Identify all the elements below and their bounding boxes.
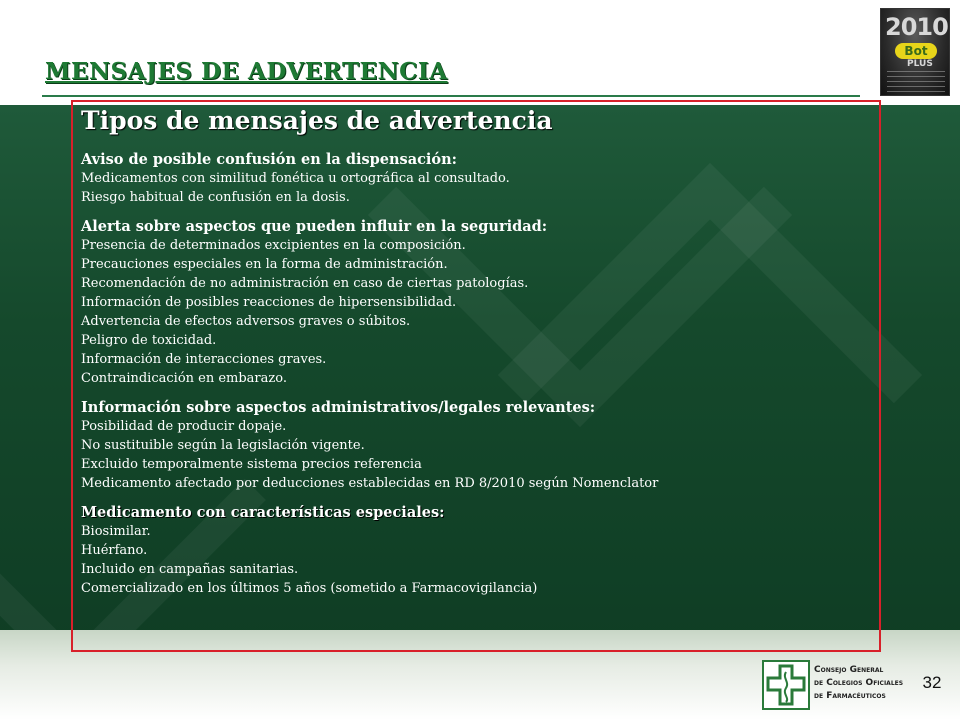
- bot-plus-2010-logo: [880, 8, 950, 96]
- logo-stripes: [887, 71, 945, 93]
- list-item: Posibilidad de producir dopaje.: [81, 419, 287, 434]
- list-item: Comercializado en los últimos 5 años (sometido a Farmacovigilancia): [81, 581, 538, 596]
- section-title: Medicamento con características especiales:: [81, 504, 445, 521]
- list-item: Presencia de determinados excipientes en la composición.: [81, 238, 466, 253]
- slide-heading: MENSAJES DE ADVERTENCIA: [45, 58, 448, 85]
- list-item: Riesgo habitual de confusión en la dosis.: [81, 190, 350, 205]
- list-item: Huérfano.: [81, 543, 148, 558]
- slide-content: [81, 106, 871, 598]
- section-confusion: [81, 150, 871, 207]
- section-administrative: [81, 398, 871, 493]
- footer-logo-line: Consejo General: [814, 665, 884, 675]
- list-item: Precauciones especiales en la forma de administración.: [81, 257, 448, 272]
- section-title: Aviso de posible confusión en la dispensación:: [81, 151, 457, 168]
- list-item: Biosimilar.: [81, 524, 151, 539]
- list-item: Contraindicación en embarazo.: [81, 371, 287, 386]
- list-item: No sustituible según la legislación vigente.: [81, 438, 365, 453]
- logo-year: 2010: [885, 13, 948, 41]
- list-item: Medicamento afectado por deducciones establecidas en RD 8/2010 según Nomenclator: [81, 476, 659, 491]
- slide-title: Tipos de mensajes de advertencia: [81, 106, 553, 135]
- pharmacy-cross-icon: [762, 660, 810, 710]
- footer-logo-text: [814, 664, 903, 703]
- logo-plus: PLUS: [907, 59, 933, 69]
- list-item: Información de posibles reacciones de hipersensibilidad.: [81, 295, 457, 310]
- footer-logo-line: de Farmacéuticos: [814, 691, 886, 701]
- logo-brand: Bot: [895, 43, 937, 59]
- footer-logo-line: de Colegios Oficiales: [814, 678, 904, 688]
- list-item: Advertencia de efectos adversos graves o súbitos.: [81, 314, 411, 329]
- section-safety: [81, 217, 871, 388]
- consejo-general-logo: [762, 660, 912, 712]
- section-title: Alerta sobre aspectos que pueden influir en la seguridad:: [81, 218, 548, 235]
- heading-divider: [42, 95, 860, 97]
- section-special: [81, 503, 871, 598]
- list-item: Excluido temporalmente sistema precios referencia: [81, 457, 422, 472]
- page-number: 32: [922, 673, 942, 692]
- list-item: Información de interacciones graves.: [81, 352, 327, 367]
- list-item: Peligro de toxicidad.: [81, 333, 217, 348]
- list-item: Medicamentos con similitud fonética u ortográfica al consultado.: [81, 171, 510, 186]
- section-title: Información sobre aspectos administrativos/legales relevantes:: [81, 399, 596, 416]
- list-item: Incluido en campañas sanitarias.: [81, 562, 299, 577]
- list-item: Recomendación de no administración en caso de ciertas patologías.: [81, 276, 529, 291]
